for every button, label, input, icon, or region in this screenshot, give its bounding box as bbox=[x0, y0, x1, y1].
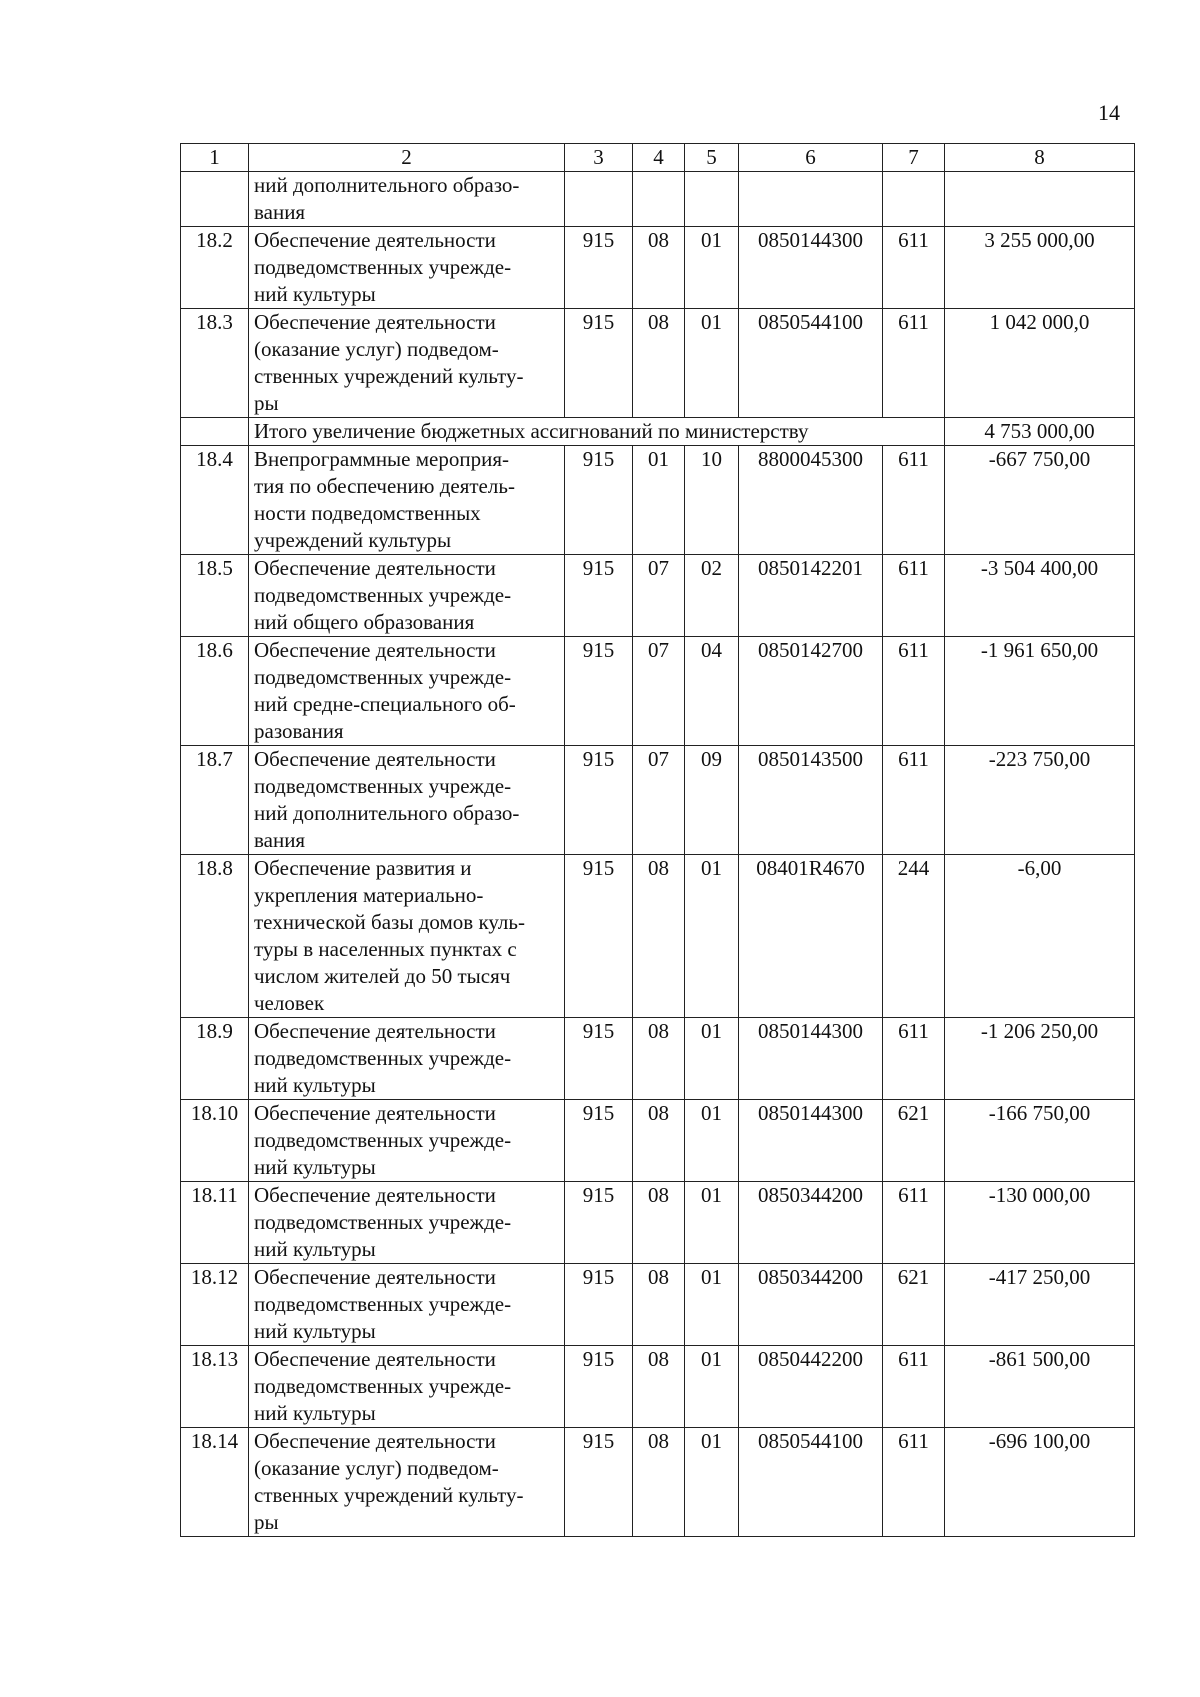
row-description bbox=[249, 746, 565, 855]
section-code: 08 bbox=[633, 1018, 685, 1100]
table-row bbox=[181, 855, 1135, 1018]
subsection-code: 02 bbox=[685, 555, 739, 637]
description-line: Внепрограммные мероприя- bbox=[254, 447, 509, 471]
cell-empty bbox=[945, 172, 1135, 227]
row-description bbox=[249, 555, 565, 637]
subsection-code: 01 bbox=[685, 227, 739, 309]
page-number: 14 bbox=[1098, 100, 1120, 125]
description-line: укрепления материально- bbox=[254, 883, 484, 907]
section-code: 07 bbox=[633, 746, 685, 855]
expense-type-code: 611 bbox=[883, 1018, 945, 1100]
table-row bbox=[181, 637, 1135, 746]
row-number bbox=[181, 172, 249, 227]
ministry-code: 915 bbox=[565, 1346, 633, 1428]
description-line: Обеспечение деятельности bbox=[254, 1429, 496, 1453]
table-row bbox=[181, 1182, 1135, 1264]
expense-type-code: 611 bbox=[883, 746, 945, 855]
column-header: 7 bbox=[883, 144, 945, 172]
description-line: разования bbox=[254, 719, 344, 743]
target-article-code: 0850142201 bbox=[739, 555, 883, 637]
subsection-code: 01 bbox=[685, 1100, 739, 1182]
expense-type-code: 611 bbox=[883, 1182, 945, 1264]
table-row bbox=[181, 1346, 1135, 1428]
column-header: 4 bbox=[633, 144, 685, 172]
ministry-code: 915 bbox=[565, 637, 633, 746]
description-line: ний культуры bbox=[254, 1073, 376, 1097]
ministry-code: 915 bbox=[565, 446, 633, 555]
table-row bbox=[181, 1100, 1135, 1182]
description-line: учреждений культуры bbox=[254, 528, 452, 552]
table-body bbox=[181, 144, 1135, 1537]
target-article-code: 0850344200 bbox=[739, 1264, 883, 1346]
row-number: 18.4 bbox=[181, 446, 249, 555]
target-article-code: 0850144300 bbox=[739, 227, 883, 309]
amount: -667 750,00 bbox=[945, 446, 1135, 555]
subsection-code: 01 bbox=[685, 1346, 739, 1428]
column-header: 6 bbox=[739, 144, 883, 172]
target-article-code: 0850144300 bbox=[739, 1100, 883, 1182]
subsection-code: 01 bbox=[685, 1182, 739, 1264]
description-line: ний культуры bbox=[254, 282, 376, 306]
subsection-code: 01 bbox=[685, 1018, 739, 1100]
table-row bbox=[181, 1018, 1135, 1100]
description-line: Обеспечение деятельности bbox=[254, 1101, 496, 1125]
section-code: 07 bbox=[633, 637, 685, 746]
row-description bbox=[249, 227, 565, 309]
description-line: подведомственных учрежде- bbox=[254, 1210, 512, 1234]
target-article-code: 0850442200 bbox=[739, 1346, 883, 1428]
description-line: числом жителей до 50 тысяч bbox=[254, 964, 511, 988]
cell-empty bbox=[883, 172, 945, 227]
target-article-code: 8800045300 bbox=[739, 446, 883, 555]
row-description bbox=[249, 637, 565, 746]
row-number: 18.6 bbox=[181, 637, 249, 746]
description-line: ры bbox=[254, 391, 279, 415]
description-line: ний дополнительного образо- bbox=[254, 801, 520, 825]
cell-empty bbox=[685, 172, 739, 227]
ministry-code: 915 bbox=[565, 746, 633, 855]
amount: -223 750,00 bbox=[945, 746, 1135, 855]
expense-type-code: 621 bbox=[883, 1264, 945, 1346]
description-line: подведомственных учрежде- bbox=[254, 1292, 512, 1316]
section-code: 08 bbox=[633, 855, 685, 1018]
description-line: Обеспечение деятельности bbox=[254, 1347, 496, 1371]
expense-type-code: 611 bbox=[883, 1428, 945, 1537]
description-line: ний культуры bbox=[254, 1401, 376, 1425]
budget-allocation-table bbox=[180, 143, 1135, 1537]
table-row bbox=[181, 746, 1135, 855]
description-line: Обеспечение деятельности bbox=[254, 1019, 496, 1043]
section-code: 08 bbox=[633, 1264, 685, 1346]
description-line: человек bbox=[254, 991, 325, 1015]
column-header: 3 bbox=[565, 144, 633, 172]
subsection-code: 01 bbox=[685, 1428, 739, 1537]
table-row bbox=[181, 555, 1135, 637]
subsection-code: 10 bbox=[685, 446, 739, 555]
row-description bbox=[249, 446, 565, 555]
table-row bbox=[181, 227, 1135, 309]
target-article-code: 0850344200 bbox=[739, 1182, 883, 1264]
ministry-code: 915 bbox=[565, 309, 633, 418]
amount: -130 000,00 bbox=[945, 1182, 1135, 1264]
target-article-code: 0850144300 bbox=[739, 1018, 883, 1100]
ministry-code: 915 bbox=[565, 1018, 633, 1100]
description-line: подведомственных учрежде- bbox=[254, 583, 512, 607]
row-description bbox=[249, 1182, 565, 1264]
ministry-code: 915 bbox=[565, 1428, 633, 1537]
expense-type-code: 611 bbox=[883, 309, 945, 418]
description-line: ний культуры bbox=[254, 1319, 376, 1343]
description-line: подведомственных учрежде- bbox=[254, 255, 512, 279]
description-line: Обеспечение деятельности bbox=[254, 1265, 496, 1289]
ministry-code: 915 bbox=[565, 227, 633, 309]
row-number: 18.5 bbox=[181, 555, 249, 637]
row-number: 18.7 bbox=[181, 746, 249, 855]
section-code: 08 bbox=[633, 1100, 685, 1182]
amount: -166 750,00 bbox=[945, 1100, 1135, 1182]
target-article-code: 0850544100 bbox=[739, 309, 883, 418]
subsection-code: 09 bbox=[685, 746, 739, 855]
table-row bbox=[181, 1264, 1135, 1346]
expense-type-code: 611 bbox=[883, 1346, 945, 1428]
total-amount: 4 753 000,00 bbox=[945, 418, 1135, 446]
description-line: Обеспечение развития и bbox=[254, 856, 472, 880]
amount: -861 500,00 bbox=[945, 1346, 1135, 1428]
row-number: 18.2 bbox=[181, 227, 249, 309]
expense-type-code: 611 bbox=[883, 227, 945, 309]
amount: -1 961 650,00 bbox=[945, 637, 1135, 746]
cell-empty bbox=[633, 172, 685, 227]
expense-type-code: 611 bbox=[883, 446, 945, 555]
row-number: 18.13 bbox=[181, 1346, 249, 1428]
column-header: 2 bbox=[249, 144, 565, 172]
row-description bbox=[249, 1100, 565, 1182]
row-number: 18.10 bbox=[181, 1100, 249, 1182]
description-line: тия по обеспечению деятель- bbox=[254, 474, 515, 498]
subsection-code: 01 bbox=[685, 1264, 739, 1346]
row-number: 18.8 bbox=[181, 855, 249, 1018]
amount: -6,00 bbox=[945, 855, 1135, 1018]
section-code: 08 bbox=[633, 309, 685, 418]
cell-empty bbox=[565, 172, 633, 227]
column-header: 8 bbox=[945, 144, 1135, 172]
section-code: 01 bbox=[633, 446, 685, 555]
amount: -3 504 400,00 bbox=[945, 555, 1135, 637]
description-line: вания bbox=[254, 200, 306, 224]
cell-empty bbox=[739, 172, 883, 227]
row-number: 18.14 bbox=[181, 1428, 249, 1537]
table-row bbox=[181, 309, 1135, 418]
description-line: подведомственных учрежде- bbox=[254, 1128, 512, 1152]
expense-type-code: 611 bbox=[883, 637, 945, 746]
description-line: ственных учреждений культу- bbox=[254, 364, 524, 388]
description-line: (оказание услуг) подведом- bbox=[254, 337, 499, 361]
description-line: ний культуры bbox=[254, 1237, 376, 1261]
section-code: 08 bbox=[633, 1182, 685, 1264]
continuation-row bbox=[181, 172, 1135, 227]
row-description bbox=[249, 1264, 565, 1346]
ministry-code: 915 bbox=[565, 1100, 633, 1182]
expense-type-code: 611 bbox=[883, 555, 945, 637]
section-code: 07 bbox=[633, 555, 685, 637]
description-line: ний дополнительного образо- bbox=[254, 173, 520, 197]
subsection-code: 01 bbox=[685, 309, 739, 418]
row-number bbox=[181, 418, 249, 446]
ministry-code: 915 bbox=[565, 855, 633, 1018]
row-number: 18.11 bbox=[181, 1182, 249, 1264]
description-line: ний культуры bbox=[254, 1155, 376, 1179]
row-description bbox=[249, 855, 565, 1018]
description-line: ний общего образования bbox=[254, 610, 475, 634]
ministry-code: 915 bbox=[565, 1182, 633, 1264]
row-description bbox=[249, 1018, 565, 1100]
expense-type-code: 621 bbox=[883, 1100, 945, 1182]
amount: -696 100,00 bbox=[945, 1428, 1135, 1537]
description-line: ний средне-специального об- bbox=[254, 692, 516, 716]
row-number: 18.12 bbox=[181, 1264, 249, 1346]
description-line: технической базы домов куль- bbox=[254, 910, 525, 934]
amount: 1 042 000,0 bbox=[945, 309, 1135, 418]
description-line: Обеспечение деятельности bbox=[254, 556, 496, 580]
description-line: подведомственных учрежде- bbox=[254, 774, 512, 798]
description-line: Обеспечение деятельности bbox=[254, 228, 496, 252]
subsection-code: 01 bbox=[685, 855, 739, 1018]
ministry-code: 915 bbox=[565, 555, 633, 637]
description-line: подведомственных учрежде- bbox=[254, 1046, 512, 1070]
section-code: 08 bbox=[633, 1346, 685, 1428]
amount: -417 250,00 bbox=[945, 1264, 1135, 1346]
table-row bbox=[181, 446, 1135, 555]
row-number: 18.3 bbox=[181, 309, 249, 418]
target-article-code: 0850142700 bbox=[739, 637, 883, 746]
column-header: 1 bbox=[181, 144, 249, 172]
description-line: подведомственных учрежде- bbox=[254, 665, 512, 689]
row-description bbox=[249, 1346, 565, 1428]
target-article-code: 0850143500 bbox=[739, 746, 883, 855]
description-line: ры bbox=[254, 1510, 279, 1534]
total-label: Итого увеличение бюджетных ассигнований по министерству bbox=[249, 418, 945, 446]
description-line: вания bbox=[254, 828, 306, 852]
description-line: туры в населенных пунктах с bbox=[254, 937, 517, 961]
section-code: 08 bbox=[633, 1428, 685, 1537]
description-line: Обеспечение деятельности bbox=[254, 638, 496, 662]
row-description bbox=[249, 1428, 565, 1537]
table-row bbox=[181, 1428, 1135, 1537]
amount: -1 206 250,00 bbox=[945, 1018, 1135, 1100]
description-line: Обеспечение деятельности bbox=[254, 747, 496, 771]
description-line: ственных учреждений культу- bbox=[254, 1483, 524, 1507]
description-line: Обеспечение деятельности bbox=[254, 310, 496, 334]
target-article-code: 0850544100 bbox=[739, 1428, 883, 1537]
row-number: 18.9 bbox=[181, 1018, 249, 1100]
header-row bbox=[181, 144, 1135, 172]
description-line: (оказание услуг) подведом- bbox=[254, 1456, 499, 1480]
description-line: подведомственных учрежде- bbox=[254, 1374, 512, 1398]
description-line: ности подведомственных bbox=[254, 501, 481, 525]
section-code: 08 bbox=[633, 227, 685, 309]
expense-type-code: 244 bbox=[883, 855, 945, 1018]
description-line: Обеспечение деятельности bbox=[254, 1183, 496, 1207]
amount: 3 255 000,00 bbox=[945, 227, 1135, 309]
row-description bbox=[249, 309, 565, 418]
subsection-code: 04 bbox=[685, 637, 739, 746]
total-row bbox=[181, 418, 1135, 446]
row-description bbox=[249, 172, 565, 227]
target-article-code: 08401R4670 bbox=[739, 855, 883, 1018]
ministry-code: 915 bbox=[565, 1264, 633, 1346]
column-header: 5 bbox=[685, 144, 739, 172]
